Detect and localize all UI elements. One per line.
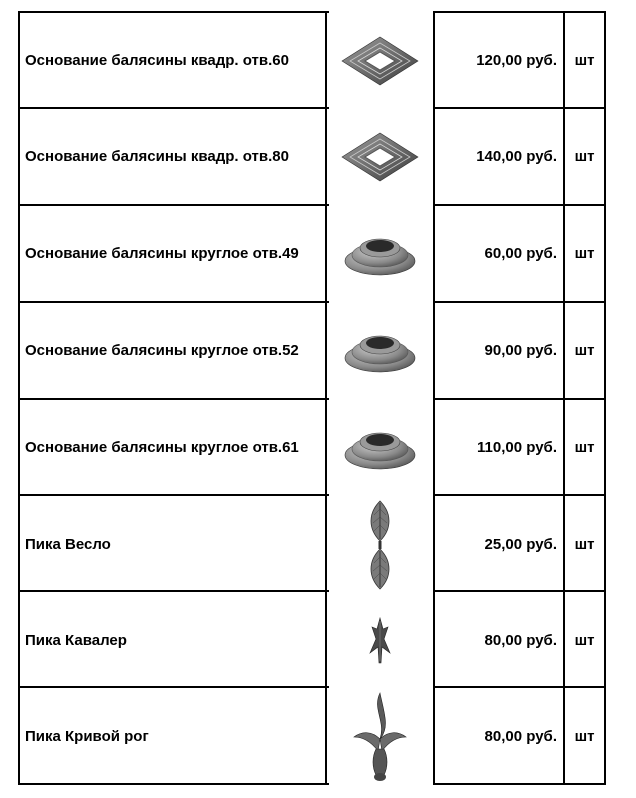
product-name-cell bbox=[18, 399, 327, 496]
round-base-icon bbox=[330, 205, 430, 302]
row-divider bbox=[18, 398, 329, 400]
unit: шт bbox=[574, 52, 595, 69]
table-row bbox=[0, 12, 636, 109]
price-cell bbox=[433, 399, 565, 496]
price-cell bbox=[433, 688, 565, 785]
row-divider bbox=[18, 204, 329, 206]
table-row bbox=[0, 592, 636, 689]
cavalier-spear-icon bbox=[330, 592, 430, 689]
price-cell bbox=[433, 302, 565, 399]
row-divider bbox=[18, 686, 329, 688]
unit-cell bbox=[565, 302, 606, 399]
row-divider bbox=[18, 494, 329, 496]
table-row bbox=[0, 496, 636, 593]
product-name-cell bbox=[18, 592, 327, 689]
price: 25,00 руб. bbox=[484, 536, 557, 553]
row-divider bbox=[18, 590, 329, 592]
unit: шт bbox=[574, 245, 595, 262]
price: 90,00 руб. bbox=[484, 342, 557, 359]
unit-cell bbox=[565, 205, 606, 302]
row-divider bbox=[433, 494, 606, 496]
row-divider bbox=[433, 204, 606, 206]
product-name-cell bbox=[18, 496, 327, 593]
price-cell bbox=[433, 205, 565, 302]
price: 80,00 руб. bbox=[484, 728, 557, 745]
row-divider bbox=[18, 11, 329, 13]
price: 140,00 руб. bbox=[476, 148, 557, 165]
row-divider bbox=[433, 590, 606, 592]
unit-cell bbox=[565, 108, 606, 205]
row-divider bbox=[18, 107, 329, 109]
product-name-cell bbox=[18, 688, 327, 785]
unit-cell bbox=[565, 592, 606, 689]
product-name-cell bbox=[18, 205, 327, 302]
round-base-icon bbox=[330, 399, 430, 496]
price-cell bbox=[433, 592, 565, 689]
price: 60,00 руб. bbox=[484, 245, 557, 262]
unit-cell bbox=[565, 496, 606, 593]
unit-cell bbox=[565, 399, 606, 496]
row-divider bbox=[18, 783, 329, 785]
row-divider bbox=[18, 301, 329, 303]
product-name-cell bbox=[18, 12, 327, 109]
leaf-spear-icon bbox=[330, 496, 430, 593]
unit: шт bbox=[574, 342, 595, 359]
price: 110,00 руб. bbox=[477, 439, 557, 456]
square-base-icon bbox=[330, 12, 430, 109]
row-divider bbox=[433, 301, 606, 303]
crooked-horn-spear-icon bbox=[330, 688, 430, 785]
row-divider bbox=[433, 686, 606, 688]
product-name-cell bbox=[18, 108, 327, 205]
unit: шт bbox=[574, 439, 595, 456]
price: 120,00 руб. bbox=[476, 52, 557, 69]
price-cell bbox=[433, 496, 565, 593]
row-divider bbox=[433, 11, 606, 13]
unit: шт bbox=[574, 536, 595, 553]
product-name: Пика Кавалер bbox=[25, 631, 127, 649]
product-name: Пика Кривой рог bbox=[25, 727, 149, 745]
price-cell bbox=[433, 108, 565, 205]
row-divider bbox=[433, 783, 606, 785]
row-divider bbox=[433, 398, 606, 400]
price: 80,00 руб. bbox=[484, 632, 557, 649]
product-name: Основание балясины круглое отв.61 bbox=[25, 438, 299, 456]
unit: шт bbox=[574, 632, 595, 649]
product-name: Основание балясины круглое отв.49 bbox=[25, 244, 299, 262]
product-name: Основание балясины круглое отв.52 bbox=[25, 341, 299, 359]
product-name: Основание балясины квадр. отв.60 bbox=[25, 51, 289, 69]
row-divider bbox=[433, 107, 606, 109]
table-row bbox=[0, 302, 636, 399]
table-row bbox=[0, 688, 636, 785]
price-cell bbox=[433, 12, 565, 109]
table-row bbox=[0, 205, 636, 302]
product-name: Основание балясины квадр. отв.80 bbox=[25, 147, 289, 165]
unit: шт bbox=[574, 148, 595, 165]
table-row bbox=[0, 399, 636, 496]
product-name-cell bbox=[18, 302, 327, 399]
square-base-icon bbox=[330, 108, 430, 205]
round-base-icon bbox=[330, 302, 430, 399]
unit-cell bbox=[565, 688, 606, 785]
table-row bbox=[0, 108, 636, 205]
unit: шт bbox=[574, 728, 595, 745]
product-name: Пика Весло bbox=[25, 535, 111, 553]
unit-cell bbox=[565, 12, 606, 109]
